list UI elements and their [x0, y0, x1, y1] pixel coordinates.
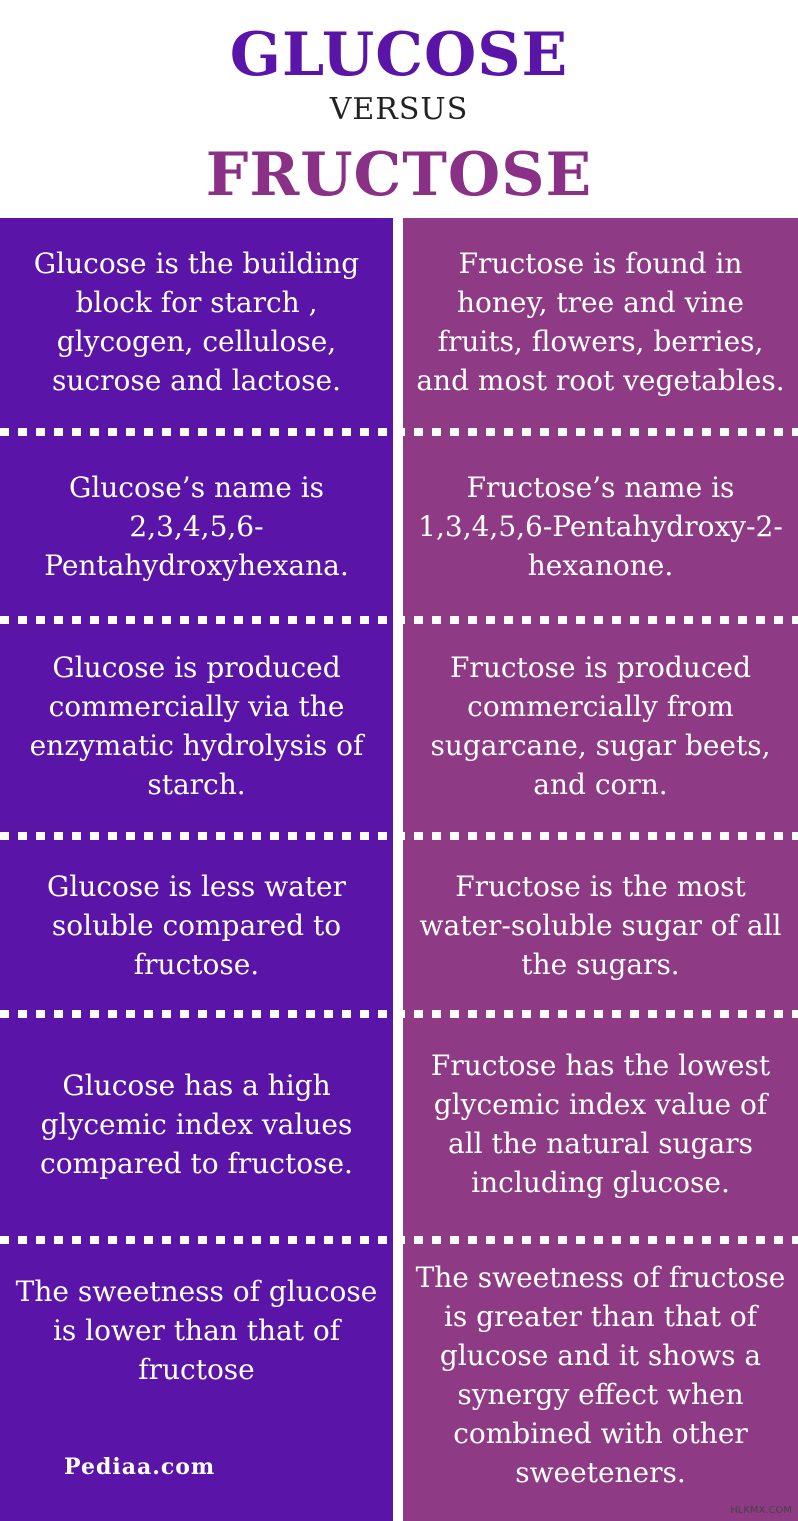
infographic-header: [0, 0, 798, 218]
fructose-title: FRUCTOSE: [205, 140, 593, 210]
fructose-cell-1: Fructose is found in honey, tree and vine fruits, flowers, berries, and most root vegetables.: [416, 246, 785, 397]
fructose-cell-6: The sweetness of fructose is greater than that of glucose and it shows a synergy effect when combined with other sweeteners.: [415, 1261, 786, 1489]
glucose-title: GLUCOSE: [229, 20, 569, 90]
glucose-cell-5: Glucose has a high glycemic index values compared to fructose.: [40, 1068, 353, 1180]
fructose-cell-3: Fructose is produced commercially from sugarcane, sugar beets, and corn.: [430, 651, 771, 801]
row-divider: [0, 1236, 798, 1244]
watermark: HLKMX.COM: [730, 1505, 792, 1516]
fructose-cell-5: Fructose has the lowest glycemic index value of all the natural sugars including glucose.: [430, 1049, 771, 1199]
pediaa-logo: Pediaa.com: [64, 1454, 216, 1480]
glucose-cell-3: Glucose is produced commercially via the enzymatic hydrolysis of starch.: [29, 651, 364, 801]
row-divider: [0, 616, 798, 624]
glucose-cell-2: Glucose’s name is 2,3,4,5,6-Pentahydroxyhexana.: [44, 470, 349, 582]
row-divider: [0, 832, 798, 840]
row-divider: [0, 1010, 798, 1018]
glucose-cell-1: Glucose is the building block for starch , glycogen, cellulose, sucrose and lactose.: [33, 246, 360, 397]
fructose-cell-4: Fructose is the most water-soluble sugar of all the sugars.: [419, 869, 782, 981]
glucose-cell-6: The sweetness of glucose is lower than that of fructose: [15, 1274, 378, 1386]
versus-label: VERSUS: [329, 92, 469, 127]
glucose-cell-4: Glucose is less water soluble compared to fructose.: [47, 869, 346, 981]
row-divider: [0, 428, 798, 436]
fructose-cell-2: Fructose’s name is 1,3,4,5,6-Pentahydroxy-2-hexanone.: [418, 470, 783, 582]
